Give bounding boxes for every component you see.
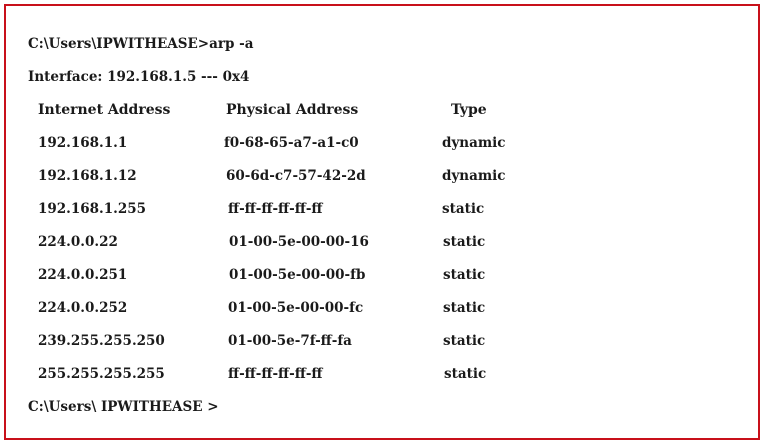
arp-row-type: dynamic xyxy=(442,168,506,184)
arp-row-ip: 192.168.1.255 xyxy=(38,201,147,217)
interface-line: Interface: 192.168.1.5 --- 0x4 xyxy=(28,69,250,85)
arp-row-mac: ff-ff-ff-ff-ff-ff xyxy=(228,366,323,382)
arp-row-type: static xyxy=(442,201,485,217)
arp-row-ip: 239.255.255.250 xyxy=(38,333,165,349)
arp-row-mac: 60-6d-c7-57-42-2d xyxy=(226,168,366,184)
arp-row-ip: 192.168.1.12 xyxy=(38,168,137,184)
arp-row-mac: f0-68-65-a7-a1-c0 xyxy=(224,135,359,151)
arp-row-type: static xyxy=(443,267,486,283)
arp-row-type: static xyxy=(443,300,486,316)
command-line: C:\Users\IPWITHEASE>arp -a xyxy=(28,36,254,52)
final-prompt: C:\Users\ IPWITHEASE > xyxy=(28,399,219,415)
arp-row-ip: 224.0.0.252 xyxy=(38,300,128,316)
arp-row-mac: 01-00-5e-00-00-fc xyxy=(228,300,364,316)
arp-row-type: static xyxy=(443,333,486,349)
arp-row-ip: 224.0.0.251 xyxy=(38,267,128,283)
column-header-type: Type xyxy=(451,102,487,118)
column-header-physical-address: Physical Address xyxy=(226,102,359,118)
arp-row-mac: 01-00-5e-00-00-16 xyxy=(229,234,369,250)
arp-row-ip: 224.0.0.22 xyxy=(38,234,118,250)
arp-row-type: static xyxy=(443,234,486,250)
arp-row-mac: 01-00-5e-00-00-fb xyxy=(229,267,366,283)
arp-row-type: dynamic xyxy=(442,135,506,151)
column-header-internet-address: Internet Address xyxy=(38,102,171,118)
arp-row-mac: 01-00-5e-7f-ff-fa xyxy=(228,333,352,349)
arp-row-mac: ff-ff-ff-ff-ff-ff xyxy=(228,201,323,217)
arp-row-type: static xyxy=(444,366,487,382)
arp-row-ip: 192.168.1.1 xyxy=(38,135,128,151)
arp-row-ip: 255.255.255.255 xyxy=(38,366,165,382)
